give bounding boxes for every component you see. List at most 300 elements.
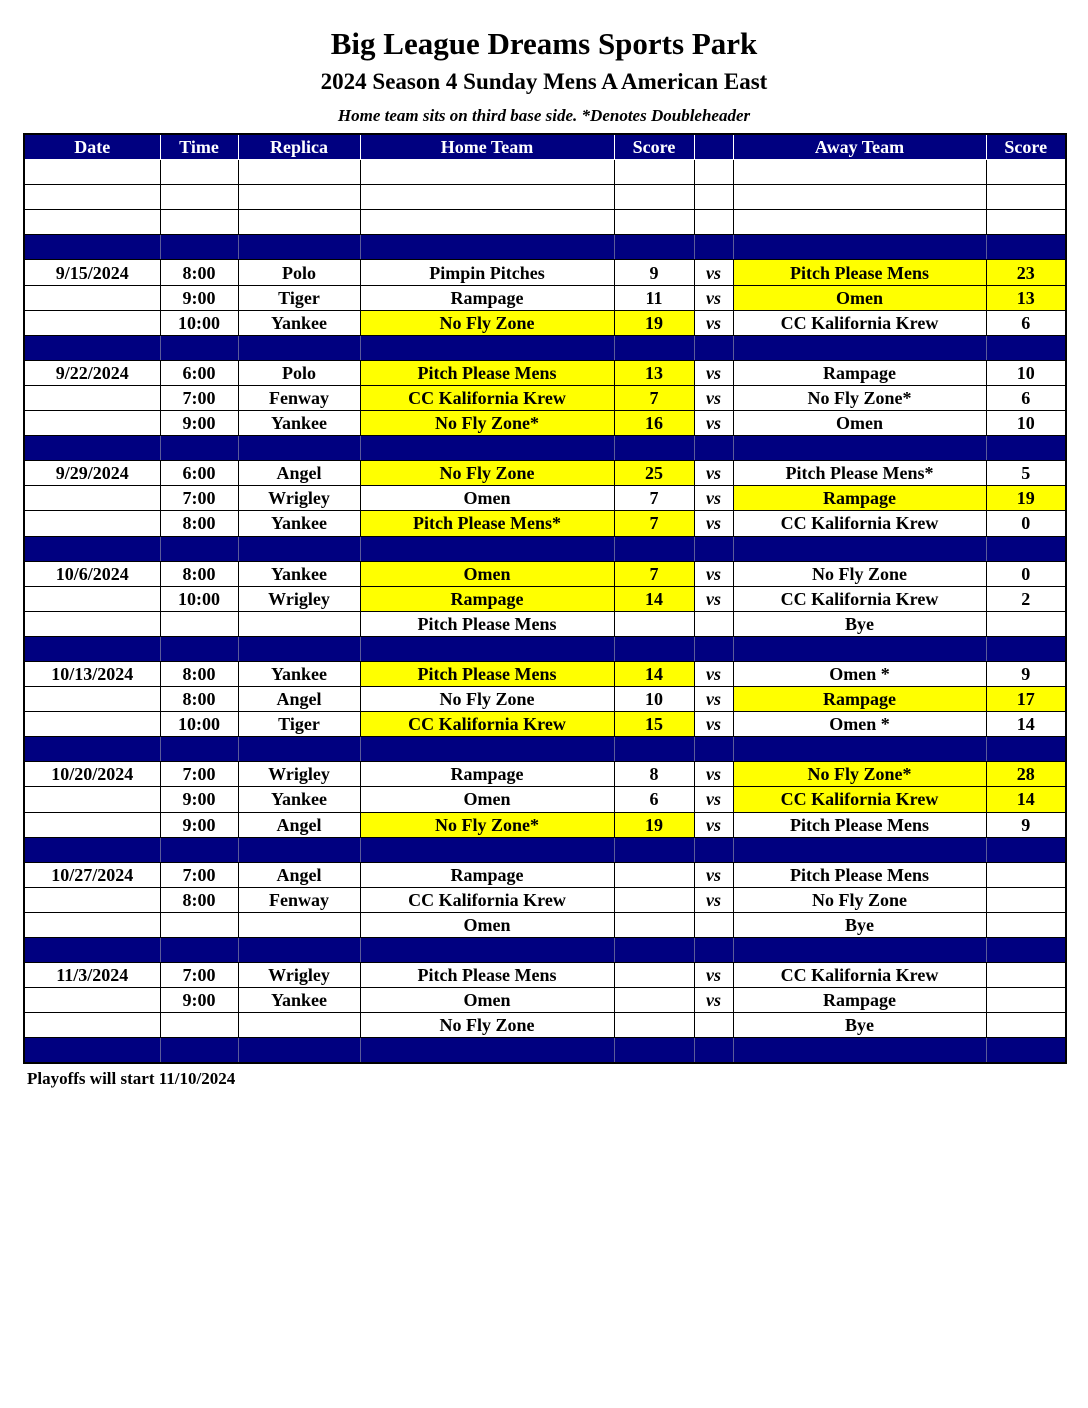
- cell-away-score: [986, 737, 1066, 762]
- cell-away-score: [986, 912, 1066, 937]
- cell-home-score: 10: [614, 687, 694, 712]
- cell-replica: [238, 536, 360, 561]
- cell-date: [24, 712, 160, 737]
- cell-time: [160, 160, 238, 185]
- cell-time: 9:00: [160, 988, 238, 1013]
- cell-date: [24, 912, 160, 937]
- cell-date: 10/6/2024: [24, 561, 160, 586]
- cell-date: [24, 586, 160, 611]
- cell-away-team: Pitch Please Mens: [733, 812, 986, 837]
- cell-away-team: [733, 1038, 986, 1064]
- cell-time: 9:00: [160, 411, 238, 436]
- cell-away-score: 2: [986, 586, 1066, 611]
- cell-away-team: [733, 837, 986, 862]
- cell-away-score: 10: [986, 360, 1066, 385]
- cell-vs: vs: [694, 561, 733, 586]
- cell-replica: [238, 185, 360, 210]
- cell-vs: [694, 160, 733, 185]
- cell-replica: Yankee: [238, 561, 360, 586]
- cell-vs: [694, 938, 733, 963]
- cell-time: 8:00: [160, 260, 238, 285]
- cell-away-team: No Fly Zone*: [733, 385, 986, 410]
- cell-away-team: Rampage: [733, 988, 986, 1013]
- cell-vs: [694, 1013, 733, 1038]
- cell-vs: [694, 611, 733, 636]
- cell-time: 8:00: [160, 687, 238, 712]
- cell-replica: [238, 1013, 360, 1038]
- table-row: [24, 812, 1066, 837]
- cell-date: 10/13/2024: [24, 661, 160, 686]
- cell-away-score: 13: [986, 285, 1066, 310]
- cell-date: 9/15/2024: [24, 260, 160, 285]
- cell-vs: vs: [694, 310, 733, 335]
- column-header-home-team: Home Team: [360, 134, 614, 160]
- cell-home-score: 25: [614, 461, 694, 486]
- cell-date: [24, 486, 160, 511]
- cell-date: [24, 687, 160, 712]
- cell-away-score: [986, 837, 1066, 862]
- cell-vs: vs: [694, 762, 733, 787]
- separator-row: [24, 436, 1066, 461]
- column-header-replica: Replica: [238, 134, 360, 160]
- cell-date: [24, 511, 160, 536]
- cell-date: [24, 812, 160, 837]
- cell-time: [160, 1013, 238, 1038]
- cell-home-score: [614, 912, 694, 937]
- cell-replica: Tiger: [238, 712, 360, 737]
- cell-home-team: [360, 185, 614, 210]
- cell-home-score: 7: [614, 511, 694, 536]
- cell-home-team: [360, 235, 614, 260]
- cell-home-team: No Fly Zone: [360, 310, 614, 335]
- cell-home-team: Omen: [360, 912, 614, 937]
- table-row: [24, 461, 1066, 486]
- cell-home-team: Pitch Please Mens: [360, 611, 614, 636]
- cell-home-team: [360, 436, 614, 461]
- cell-away-team: No Fly Zone: [733, 561, 986, 586]
- cell-home-team: No Fly Zone: [360, 1013, 614, 1038]
- cell-home-team: Pimpin Pitches: [360, 260, 614, 285]
- cell-time: [160, 611, 238, 636]
- cell-away-team: Omen: [733, 285, 986, 310]
- cell-vs: vs: [694, 687, 733, 712]
- cell-time: [160, 536, 238, 561]
- cell-home-team: Pitch Please Mens: [360, 661, 614, 686]
- cell-away-score: [986, 185, 1066, 210]
- cell-vs: vs: [694, 586, 733, 611]
- cell-home-score: [614, 436, 694, 461]
- blank-row: [24, 210, 1066, 235]
- table-row: [24, 762, 1066, 787]
- cell-time: [160, 235, 238, 260]
- cell-home-team: [360, 938, 614, 963]
- cell-home-score: 13: [614, 360, 694, 385]
- cell-away-score: 23: [986, 260, 1066, 285]
- cell-home-score: 11: [614, 285, 694, 310]
- cell-away-team: CC Kalifornia Krew: [733, 310, 986, 335]
- cell-away-score: [986, 611, 1066, 636]
- cell-away-score: 17: [986, 687, 1066, 712]
- cell-replica: Angel: [238, 862, 360, 887]
- cell-home-team: [360, 837, 614, 862]
- cell-home-score: 16: [614, 411, 694, 436]
- separator-row: [24, 837, 1066, 862]
- cell-date: [24, 988, 160, 1013]
- cell-time: [160, 210, 238, 235]
- cell-time: 7:00: [160, 385, 238, 410]
- column-header-date: Date: [24, 134, 160, 160]
- cell-replica: [238, 210, 360, 235]
- cell-away-score: 5: [986, 461, 1066, 486]
- cell-home-score: 7: [614, 561, 694, 586]
- cell-date: 11/3/2024: [24, 963, 160, 988]
- cell-away-score: [986, 160, 1066, 185]
- cell-home-score: [614, 636, 694, 661]
- cell-home-score: 9: [614, 260, 694, 285]
- cell-time: 8:00: [160, 511, 238, 536]
- blank-row: [24, 160, 1066, 185]
- cell-replica: Yankee: [238, 511, 360, 536]
- table-row: [24, 963, 1066, 988]
- cell-vs: vs: [694, 988, 733, 1013]
- table-row: [24, 511, 1066, 536]
- cell-away-score: 14: [986, 712, 1066, 737]
- cell-home-score: 14: [614, 586, 694, 611]
- cell-replica: Yankee: [238, 661, 360, 686]
- cell-home-score: [614, 611, 694, 636]
- cell-home-team: No Fly Zone*: [360, 812, 614, 837]
- cell-home-team: Rampage: [360, 285, 614, 310]
- table-row: [24, 712, 1066, 737]
- cell-home-score: [614, 210, 694, 235]
- column-header-away-score: Score: [986, 134, 1066, 160]
- cell-vs: vs: [694, 260, 733, 285]
- cell-home-team: Omen: [360, 486, 614, 511]
- cell-replica: Wrigley: [238, 486, 360, 511]
- cell-home-score: [614, 536, 694, 561]
- cell-home-team: Pitch Please Mens: [360, 963, 614, 988]
- cell-away-team: CC Kalifornia Krew: [733, 963, 986, 988]
- cell-time: 6:00: [160, 461, 238, 486]
- table-row: [24, 661, 1066, 686]
- cell-date: [24, 210, 160, 235]
- cell-away-team: Omen: [733, 411, 986, 436]
- table-row: [24, 285, 1066, 310]
- cell-time: 7:00: [160, 762, 238, 787]
- cell-home-team: Rampage: [360, 862, 614, 887]
- cell-replica: Angel: [238, 461, 360, 486]
- cell-home-team: [360, 636, 614, 661]
- cell-away-score: [986, 335, 1066, 360]
- cell-home-score: [614, 938, 694, 963]
- cell-away-score: 0: [986, 561, 1066, 586]
- cell-away-score: [986, 938, 1066, 963]
- cell-away-score: 6: [986, 385, 1066, 410]
- table-row: [24, 586, 1066, 611]
- cell-home-team: Omen: [360, 988, 614, 1013]
- cell-replica: [238, 235, 360, 260]
- cell-replica: Tiger: [238, 285, 360, 310]
- cell-replica: Wrigley: [238, 963, 360, 988]
- cell-time: [160, 938, 238, 963]
- table-row: [24, 260, 1066, 285]
- table-row: [24, 411, 1066, 436]
- cell-date: [24, 536, 160, 561]
- cell-away-team: [733, 160, 986, 185]
- cell-date: [24, 436, 160, 461]
- cell-away-score: [986, 1038, 1066, 1064]
- cell-home-score: 19: [614, 812, 694, 837]
- cell-away-team: No Fly Zone*: [733, 762, 986, 787]
- cell-date: [24, 411, 160, 436]
- cell-home-team: Pitch Please Mens*: [360, 511, 614, 536]
- cell-date: [24, 160, 160, 185]
- cell-home-score: [614, 988, 694, 1013]
- cell-home-score: [614, 737, 694, 762]
- cell-home-score: [614, 862, 694, 887]
- cell-away-score: 0: [986, 511, 1066, 536]
- cell-replica: [238, 611, 360, 636]
- cell-away-team: Omen *: [733, 661, 986, 686]
- separator-row: [24, 1038, 1066, 1064]
- cell-home-score: 8: [614, 762, 694, 787]
- schedule-body: [24, 160, 1066, 1064]
- column-header-home-score: Score: [614, 134, 694, 160]
- cell-date: [24, 1013, 160, 1038]
- cell-away-score: 10: [986, 411, 1066, 436]
- cell-home-score: [614, 335, 694, 360]
- table-row: [24, 988, 1066, 1013]
- cell-away-team: CC Kalifornia Krew: [733, 586, 986, 611]
- cell-vs: [694, 536, 733, 561]
- cell-date: [24, 285, 160, 310]
- separator-row: [24, 335, 1066, 360]
- cell-vs: vs: [694, 812, 733, 837]
- cell-replica: Yankee: [238, 787, 360, 812]
- cell-time: 7:00: [160, 862, 238, 887]
- cell-vs: [694, 912, 733, 937]
- cell-away-team: No Fly Zone: [733, 887, 986, 912]
- cell-replica: Fenway: [238, 385, 360, 410]
- cell-time: 9:00: [160, 787, 238, 812]
- cell-vs: vs: [694, 887, 733, 912]
- cell-home-score: 19: [614, 310, 694, 335]
- cell-away-score: [986, 636, 1066, 661]
- cell-date: [24, 1038, 160, 1064]
- table-row: [24, 912, 1066, 937]
- cell-home-team: CC Kalifornia Krew: [360, 887, 614, 912]
- cell-away-score: 9: [986, 812, 1066, 837]
- cell-replica: [238, 436, 360, 461]
- cell-replica: Angel: [238, 812, 360, 837]
- cell-away-team: [733, 185, 986, 210]
- cell-home-team: [360, 160, 614, 185]
- cell-date: [24, 611, 160, 636]
- cell-away-team: Bye: [733, 1013, 986, 1038]
- cell-home-score: [614, 1013, 694, 1038]
- cell-home-team: Pitch Please Mens: [360, 360, 614, 385]
- separator-row: [24, 235, 1066, 260]
- cell-away-team: [733, 938, 986, 963]
- separator-row: [24, 636, 1066, 661]
- cell-home-team: No Fly Zone*: [360, 411, 614, 436]
- cell-vs: vs: [694, 385, 733, 410]
- cell-home-score: [614, 185, 694, 210]
- cell-vs: [694, 1038, 733, 1064]
- column-header-time: Time: [160, 134, 238, 160]
- cell-home-team: [360, 335, 614, 360]
- cell-away-score: [986, 1013, 1066, 1038]
- table-row: [24, 360, 1066, 385]
- cell-vs: [694, 335, 733, 360]
- cell-time: 8:00: [160, 661, 238, 686]
- cell-away-team: Rampage: [733, 360, 986, 385]
- cell-home-team: No Fly Zone: [360, 687, 614, 712]
- cell-away-team: Omen *: [733, 712, 986, 737]
- cell-away-score: [986, 988, 1066, 1013]
- table-row: [24, 1013, 1066, 1038]
- page-title: Big League Dreams Sports Park: [330, 26, 758, 61]
- cell-time: 9:00: [160, 285, 238, 310]
- cell-vs: vs: [694, 712, 733, 737]
- cell-vs: [694, 837, 733, 862]
- cell-vs: [694, 737, 733, 762]
- table-header-row: [24, 134, 1066, 160]
- cell-time: 7:00: [160, 963, 238, 988]
- cell-away-team: [733, 210, 986, 235]
- table-row: [24, 887, 1066, 912]
- cell-time: 8:00: [160, 561, 238, 586]
- cell-date: [24, 335, 160, 360]
- cell-vs: [694, 235, 733, 260]
- cell-time: 7:00: [160, 486, 238, 511]
- cell-replica: Wrigley: [238, 762, 360, 787]
- cell-home-score: [614, 235, 694, 260]
- table-row: [24, 611, 1066, 636]
- blank-row: [24, 185, 1066, 210]
- cell-date: [24, 787, 160, 812]
- cell-home-team: [360, 536, 614, 561]
- cell-replica: Polo: [238, 360, 360, 385]
- cell-away-score: 14: [986, 787, 1066, 812]
- column-header-vs: [694, 134, 733, 160]
- cell-replica: [238, 912, 360, 937]
- cell-away-team: CC Kalifornia Krew: [733, 787, 986, 812]
- cell-away-score: 28: [986, 762, 1066, 787]
- cell-home-team: Omen: [360, 561, 614, 586]
- cell-away-score: [986, 963, 1066, 988]
- cell-away-team: Rampage: [733, 486, 986, 511]
- cell-away-team: Bye: [733, 611, 986, 636]
- cell-time: [160, 1038, 238, 1064]
- cell-replica: Yankee: [238, 988, 360, 1013]
- cell-date: [24, 235, 160, 260]
- cell-away-team: [733, 335, 986, 360]
- cell-replica: Yankee: [238, 310, 360, 335]
- cell-away-team: Pitch Please Mens*: [733, 461, 986, 486]
- cell-time: [160, 837, 238, 862]
- cell-time: 9:00: [160, 812, 238, 837]
- cell-home-score: 7: [614, 486, 694, 511]
- cell-away-score: 19: [986, 486, 1066, 511]
- table-row: [24, 862, 1066, 887]
- cell-vs: vs: [694, 661, 733, 686]
- cell-vs: [694, 185, 733, 210]
- cell-date: [24, 837, 160, 862]
- playoffs-note: Playoffs will start 11/10/2024: [27, 1069, 236, 1088]
- page-subtitle: 2024 Season 4 Sunday Mens A American East: [320, 69, 768, 94]
- cell-away-score: 6: [986, 310, 1066, 335]
- cell-home-score: 15: [614, 712, 694, 737]
- cell-replica: Yankee: [238, 411, 360, 436]
- cell-home-score: [614, 837, 694, 862]
- cell-home-team: CC Kalifornia Krew: [360, 385, 614, 410]
- cell-away-team: [733, 737, 986, 762]
- cell-time: 8:00: [160, 887, 238, 912]
- cell-home-team: CC Kalifornia Krew: [360, 712, 614, 737]
- cell-vs: [694, 436, 733, 461]
- table-row: [24, 787, 1066, 812]
- cell-vs: [694, 210, 733, 235]
- cell-home-team: Rampage: [360, 586, 614, 611]
- cell-time: 6:00: [160, 360, 238, 385]
- cell-away-score: 9: [986, 661, 1066, 686]
- cell-time: [160, 737, 238, 762]
- cell-replica: Polo: [238, 260, 360, 285]
- cell-date: 10/20/2024: [24, 762, 160, 787]
- cell-date: 9/29/2024: [24, 461, 160, 486]
- cell-home-score: 6: [614, 787, 694, 812]
- cell-vs: vs: [694, 411, 733, 436]
- cell-away-team: CC Kalifornia Krew: [733, 511, 986, 536]
- cell-vs: vs: [694, 963, 733, 988]
- cell-replica: [238, 335, 360, 360]
- cell-replica: Angel: [238, 687, 360, 712]
- cell-date: [24, 737, 160, 762]
- cell-replica: [238, 160, 360, 185]
- cell-replica: [238, 636, 360, 661]
- cell-vs: vs: [694, 360, 733, 385]
- column-header-away-team: Away Team: [733, 134, 986, 160]
- cell-home-team: Omen: [360, 787, 614, 812]
- cell-date: [24, 310, 160, 335]
- cell-away-team: Bye: [733, 912, 986, 937]
- cell-time: [160, 335, 238, 360]
- cell-away-team: Pitch Please Mens: [733, 260, 986, 285]
- cell-time: [160, 912, 238, 937]
- cell-date: 9/22/2024: [24, 360, 160, 385]
- separator-row: [24, 737, 1066, 762]
- cell-time: [160, 436, 238, 461]
- cell-date: [24, 385, 160, 410]
- cell-home-score: [614, 963, 694, 988]
- cell-home-score: 14: [614, 661, 694, 686]
- cell-home-score: [614, 1038, 694, 1064]
- cell-away-score: [986, 210, 1066, 235]
- cell-vs: vs: [694, 862, 733, 887]
- cell-replica: Wrigley: [238, 586, 360, 611]
- cell-date: [24, 938, 160, 963]
- cell-vs: vs: [694, 511, 733, 536]
- cell-time: [160, 185, 238, 210]
- cell-time: [160, 636, 238, 661]
- cell-away-team: Rampage: [733, 687, 986, 712]
- cell-replica: [238, 938, 360, 963]
- table-row: [24, 561, 1066, 586]
- separator-row: [24, 938, 1066, 963]
- table-row: [24, 385, 1066, 410]
- cell-home-score: [614, 160, 694, 185]
